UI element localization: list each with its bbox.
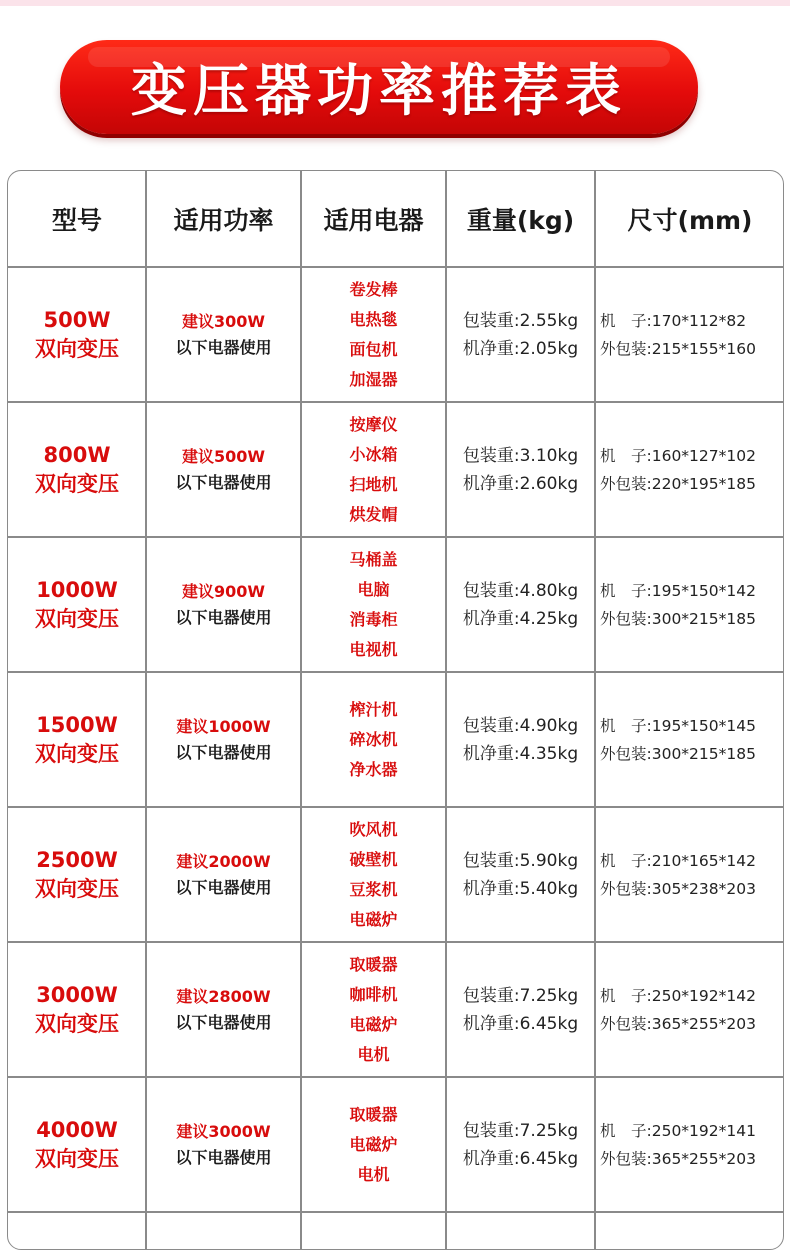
model-wattage: 1500W (36, 712, 118, 737)
model-type: 双向变压 (35, 876, 119, 901)
suggested-power: 建议900W (181, 581, 266, 601)
suggested-power: 建议3000W (176, 1121, 271, 1141)
appliance-item: 电视机 (349, 639, 398, 659)
appliance-item: 净水器 (349, 759, 398, 779)
appliance-item: 破壁机 (349, 849, 398, 869)
package-size: 外包装:215*155*160 (600, 339, 756, 358)
gross-weight: 包装重:4.90kg (462, 715, 579, 736)
weight-cell (446, 943, 595, 1076)
suggested-power: 建议300W (181, 311, 266, 331)
appliance-item: 榨汁机 (349, 699, 398, 719)
model-wattage: 500W (43, 307, 111, 332)
machine-size: 机 子:170*112*82 (600, 311, 747, 330)
suggested-power: 建议1000W (176, 716, 271, 736)
appliance-item: 加湿器 (349, 369, 398, 389)
page-title: 变压器功率推荐表 (131, 59, 627, 124)
size-cell (595, 538, 784, 671)
package-size: 外包装:300*215*185 (600, 609, 756, 628)
header-label-weight: 重量(kg) (466, 205, 575, 235)
machine-size: 机 子:250*192*141 (600, 1121, 756, 1140)
usage-note: 以下电器使用 (175, 472, 272, 492)
header-cell-weight (446, 171, 595, 266)
package-size: 外包装:220*195*185 (600, 474, 756, 493)
model-cell (8, 808, 146, 941)
machine-size: 机 子:210*165*142 (600, 851, 756, 870)
weight-cell (446, 1078, 595, 1211)
gross-weight: 包装重:4.80kg (462, 580, 579, 601)
appliance-item: 碎冰机 (349, 729, 398, 749)
appliances-cell (301, 943, 446, 1076)
usage-note: 以下电器使用 (175, 877, 272, 897)
row-divider (8, 1211, 783, 1213)
header-label-power: 适用功率 (173, 205, 274, 235)
model-wattage: 4000W (36, 1117, 118, 1142)
weight-cell (446, 673, 595, 806)
appliances-cell (301, 808, 446, 941)
weight-cell (446, 808, 595, 941)
appliance-item: 电机 (357, 1044, 390, 1064)
model-wattage: 1000W (36, 577, 118, 602)
usage-note: 以下电器使用 (175, 607, 272, 627)
gross-weight: 包装重:5.90kg (462, 850, 579, 871)
model-type: 双向变压 (35, 1011, 119, 1036)
net-weight: 机净重:6.45kg (462, 1013, 579, 1034)
size-cell (595, 808, 784, 941)
model-cell (8, 268, 146, 401)
machine-size: 机 子:195*150*142 (600, 581, 756, 600)
usage-note: 以下电器使用 (175, 1147, 272, 1167)
header-label-appliances: 适用电器 (323, 205, 424, 235)
net-weight: 机净重:4.25kg (462, 608, 579, 629)
power-cell (146, 1078, 301, 1211)
appliance-item: 烘发帽 (349, 504, 398, 524)
appliances-cell (301, 538, 446, 671)
model-cell (8, 943, 146, 1076)
net-weight: 机净重:2.60kg (462, 473, 579, 494)
model-type: 双向变压 (35, 471, 119, 496)
weight-cell (446, 268, 595, 401)
usage-note: 以下电器使用 (175, 337, 272, 357)
model-cell (8, 1078, 146, 1211)
header-cell-power (146, 171, 301, 266)
suggested-power: 建议500W (181, 446, 266, 466)
appliance-item: 小冰箱 (349, 444, 398, 464)
appliances-cell (301, 673, 446, 806)
appliance-item: 按摩仪 (349, 414, 398, 434)
model-cell (8, 403, 146, 536)
model-wattage: 2500W (36, 847, 118, 872)
appliance-item: 豆浆机 (349, 879, 398, 899)
appliance-item: 吹风机 (349, 819, 398, 839)
size-cell (595, 943, 784, 1076)
appliance-item: 电脑 (357, 579, 390, 599)
model-type: 双向变压 (35, 606, 119, 631)
weight-cell (446, 538, 595, 671)
header-cell-model (8, 171, 146, 266)
appliances-cell (301, 403, 446, 536)
power-cell (146, 538, 301, 671)
machine-size: 机 子:160*127*102 (600, 446, 756, 465)
net-weight: 机净重:2.05kg (462, 338, 579, 359)
package-size: 外包装:300*215*185 (600, 744, 756, 763)
gross-weight: 包装重:3.10kg (462, 445, 579, 466)
power-table (7, 170, 784, 1250)
model-cell (8, 673, 146, 806)
machine-size: 机 子:195*150*145 (600, 716, 756, 735)
top-decor-strip (0, 0, 790, 6)
appliance-item: 电磁炉 (349, 909, 398, 929)
gross-weight: 包装重:7.25kg (462, 985, 579, 1006)
model-wattage: 3000W (36, 982, 118, 1007)
appliance-item: 卷发棒 (349, 279, 398, 299)
suggested-power: 建议2800W (176, 986, 271, 1006)
header-label-model: 型号 (51, 205, 102, 235)
usage-note: 以下电器使用 (175, 1012, 272, 1032)
model-wattage: 800W (43, 442, 111, 467)
machine-size: 机 子:250*192*142 (600, 986, 756, 1005)
appliance-item: 电磁炉 (349, 1014, 398, 1034)
appliances-cell (301, 268, 446, 401)
appliance-item: 扫地机 (349, 474, 398, 494)
header-cell-size (595, 171, 784, 266)
usage-note: 以下电器使用 (175, 742, 272, 762)
size-cell (595, 1078, 784, 1211)
net-weight: 机净重:4.35kg (462, 743, 579, 764)
appliance-item: 咖啡机 (349, 984, 398, 1004)
model-cell (8, 538, 146, 671)
model-type: 双向变压 (35, 1146, 119, 1171)
package-size: 外包装:305*238*203 (600, 879, 756, 898)
appliance-item: 马桶盖 (349, 549, 398, 569)
power-cell (146, 403, 301, 536)
appliance-item: 消毒柜 (349, 609, 398, 629)
weight-cell (446, 403, 595, 536)
gross-weight: 包装重:7.25kg (462, 1120, 579, 1141)
model-type: 双向变压 (35, 336, 119, 361)
net-weight: 机净重:5.40kg (462, 878, 579, 899)
header-cell-appliances (301, 171, 446, 266)
appliance-item: 电磁炉 (349, 1134, 398, 1154)
package-size: 外包装:365*255*203 (600, 1149, 756, 1168)
size-cell (595, 403, 784, 536)
model-type: 双向变压 (35, 741, 119, 766)
appliance-item: 电机 (357, 1164, 390, 1184)
appliances-cell (301, 1078, 446, 1211)
power-cell (146, 808, 301, 941)
appliance-item: 取暖器 (349, 1104, 398, 1124)
size-cell (595, 268, 784, 401)
suggested-power: 建议2000W (176, 851, 271, 871)
power-cell (146, 673, 301, 806)
power-cell (146, 943, 301, 1076)
package-size: 外包装:365*255*203 (600, 1014, 756, 1033)
net-weight: 机净重:6.45kg (462, 1148, 579, 1169)
size-cell (595, 673, 784, 806)
title-banner (60, 40, 698, 134)
header-label-size: 尺寸(mm) (627, 205, 753, 235)
appliance-item: 取暖器 (349, 954, 398, 974)
power-cell (146, 268, 301, 401)
appliance-item: 面包机 (349, 339, 398, 359)
appliance-item: 电热毯 (349, 309, 398, 329)
gross-weight: 包装重:2.55kg (462, 310, 579, 331)
